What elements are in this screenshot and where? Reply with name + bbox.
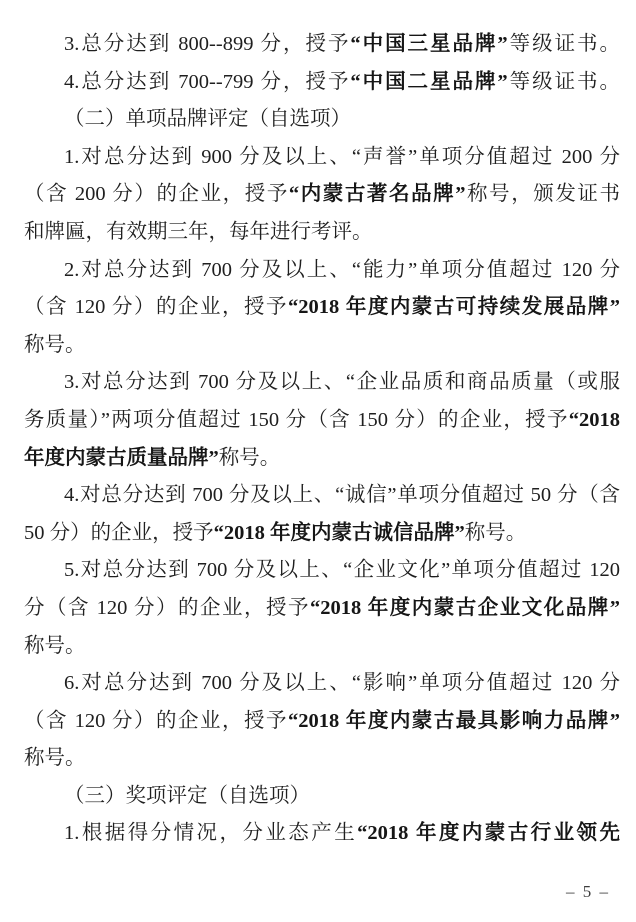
award-name-bold-text: “内蒙古著名品牌” [288, 183, 466, 206]
award-name-bold-text: “2018 年度内蒙古可持续发展品牌” [287, 296, 621, 319]
text-run: 务质量）”两项分值超过 150 分（含 150 分）的企业，授予 [24, 408, 569, 431]
text-run: 1.对总分达到 900 分及以上、“声誉”单项分值超过 200 分 [64, 145, 620, 168]
text-line [24, 665, 620, 703]
award-name-bold-text: 年度内蒙古质量品牌” [24, 446, 219, 469]
text-line [24, 552, 620, 590]
text-run: 分（含 120 分）的企业，授予 [24, 596, 310, 619]
page-number: – 5 – [566, 882, 610, 901]
text-run: 等级证书。 [507, 70, 621, 93]
text-line [24, 590, 620, 628]
text-run: 4.总分达到 700--799 分，授予 [64, 70, 351, 93]
text-run: 称号。 [24, 634, 86, 657]
text-line [24, 815, 620, 853]
text-run: 3.总分达到 800--899 分，授予 [64, 33, 351, 55]
text-run: （三）奖项评定（自选项） [64, 784, 310, 807]
text-line [24, 740, 620, 778]
document-body [24, 26, 620, 853]
text-line [24, 628, 620, 666]
text-run: 1.根据得分情况，分业态产生 [64, 822, 358, 845]
text-line [24, 64, 620, 102]
text-run: 2.对总分达到 700 分及以上、“能力”单项分值超过 120 分 [64, 258, 620, 281]
text-line [24, 214, 620, 252]
text-run: 4.对总分达到 700 分及以上、“诚信”单项分值超过 50 分（含 [64, 484, 620, 507]
text-line [24, 703, 620, 741]
text-line [24, 477, 620, 515]
award-name-bold-text: “2018 年度内蒙古诚信品牌” [213, 521, 465, 544]
text-run: 3.对总分达到 700 分及以上、“企业品质和商品质量（或服 [64, 371, 620, 394]
text-run: 50 分）的企业，授予 [24, 521, 214, 544]
text-line [24, 440, 620, 478]
text-run: （含 120 分）的企业，授予 [24, 296, 288, 319]
text-run: 称号，颁发证书 [465, 183, 621, 206]
text-run: 称号。 [24, 747, 86, 770]
award-name-bold-text: “2018 年度内蒙古企业文化品牌” [309, 596, 621, 619]
text-run: 和牌匾，有效期三年，每年进行考评。 [24, 220, 373, 243]
text-run: 6.对总分达到 700 分及以上、“影响”单项分值超过 120 分 [64, 672, 620, 695]
text-line [24, 364, 620, 402]
text-line [24, 515, 620, 553]
award-name-bold-text: “2018 年度内蒙古最具影响力品牌” [287, 709, 621, 732]
text-run: （含 200 分）的企业，授予 [24, 183, 289, 206]
text-run: 称号。 [218, 446, 281, 469]
text-line [24, 101, 620, 139]
text-run: 5.对总分达到 700 分及以上、“企业文化”单项分值超过 120 [64, 559, 620, 582]
text-line [24, 26, 620, 64]
text-line [24, 252, 620, 290]
text-line [24, 176, 620, 214]
award-name-bold-text: “2018 [568, 408, 620, 431]
text-run: 称号。 [464, 521, 527, 544]
award-name-bold-text: “中国三星品牌” [350, 33, 508, 55]
text-line [24, 778, 620, 816]
text-run: （含 120 分）的企业，授予 [24, 709, 288, 732]
text-run: 称号。 [24, 333, 86, 356]
text-line [24, 289, 620, 327]
text-run: （二）单项品牌评定（自选项） [64, 108, 351, 131]
text-line [24, 139, 620, 177]
text-run: 等级证书。 [507, 33, 621, 55]
award-name-bold-text: “2018 年度内蒙古行业领先 [357, 822, 621, 845]
text-line [24, 402, 620, 440]
text-line [24, 327, 620, 365]
award-name-bold-text: “中国二星品牌” [350, 70, 508, 93]
